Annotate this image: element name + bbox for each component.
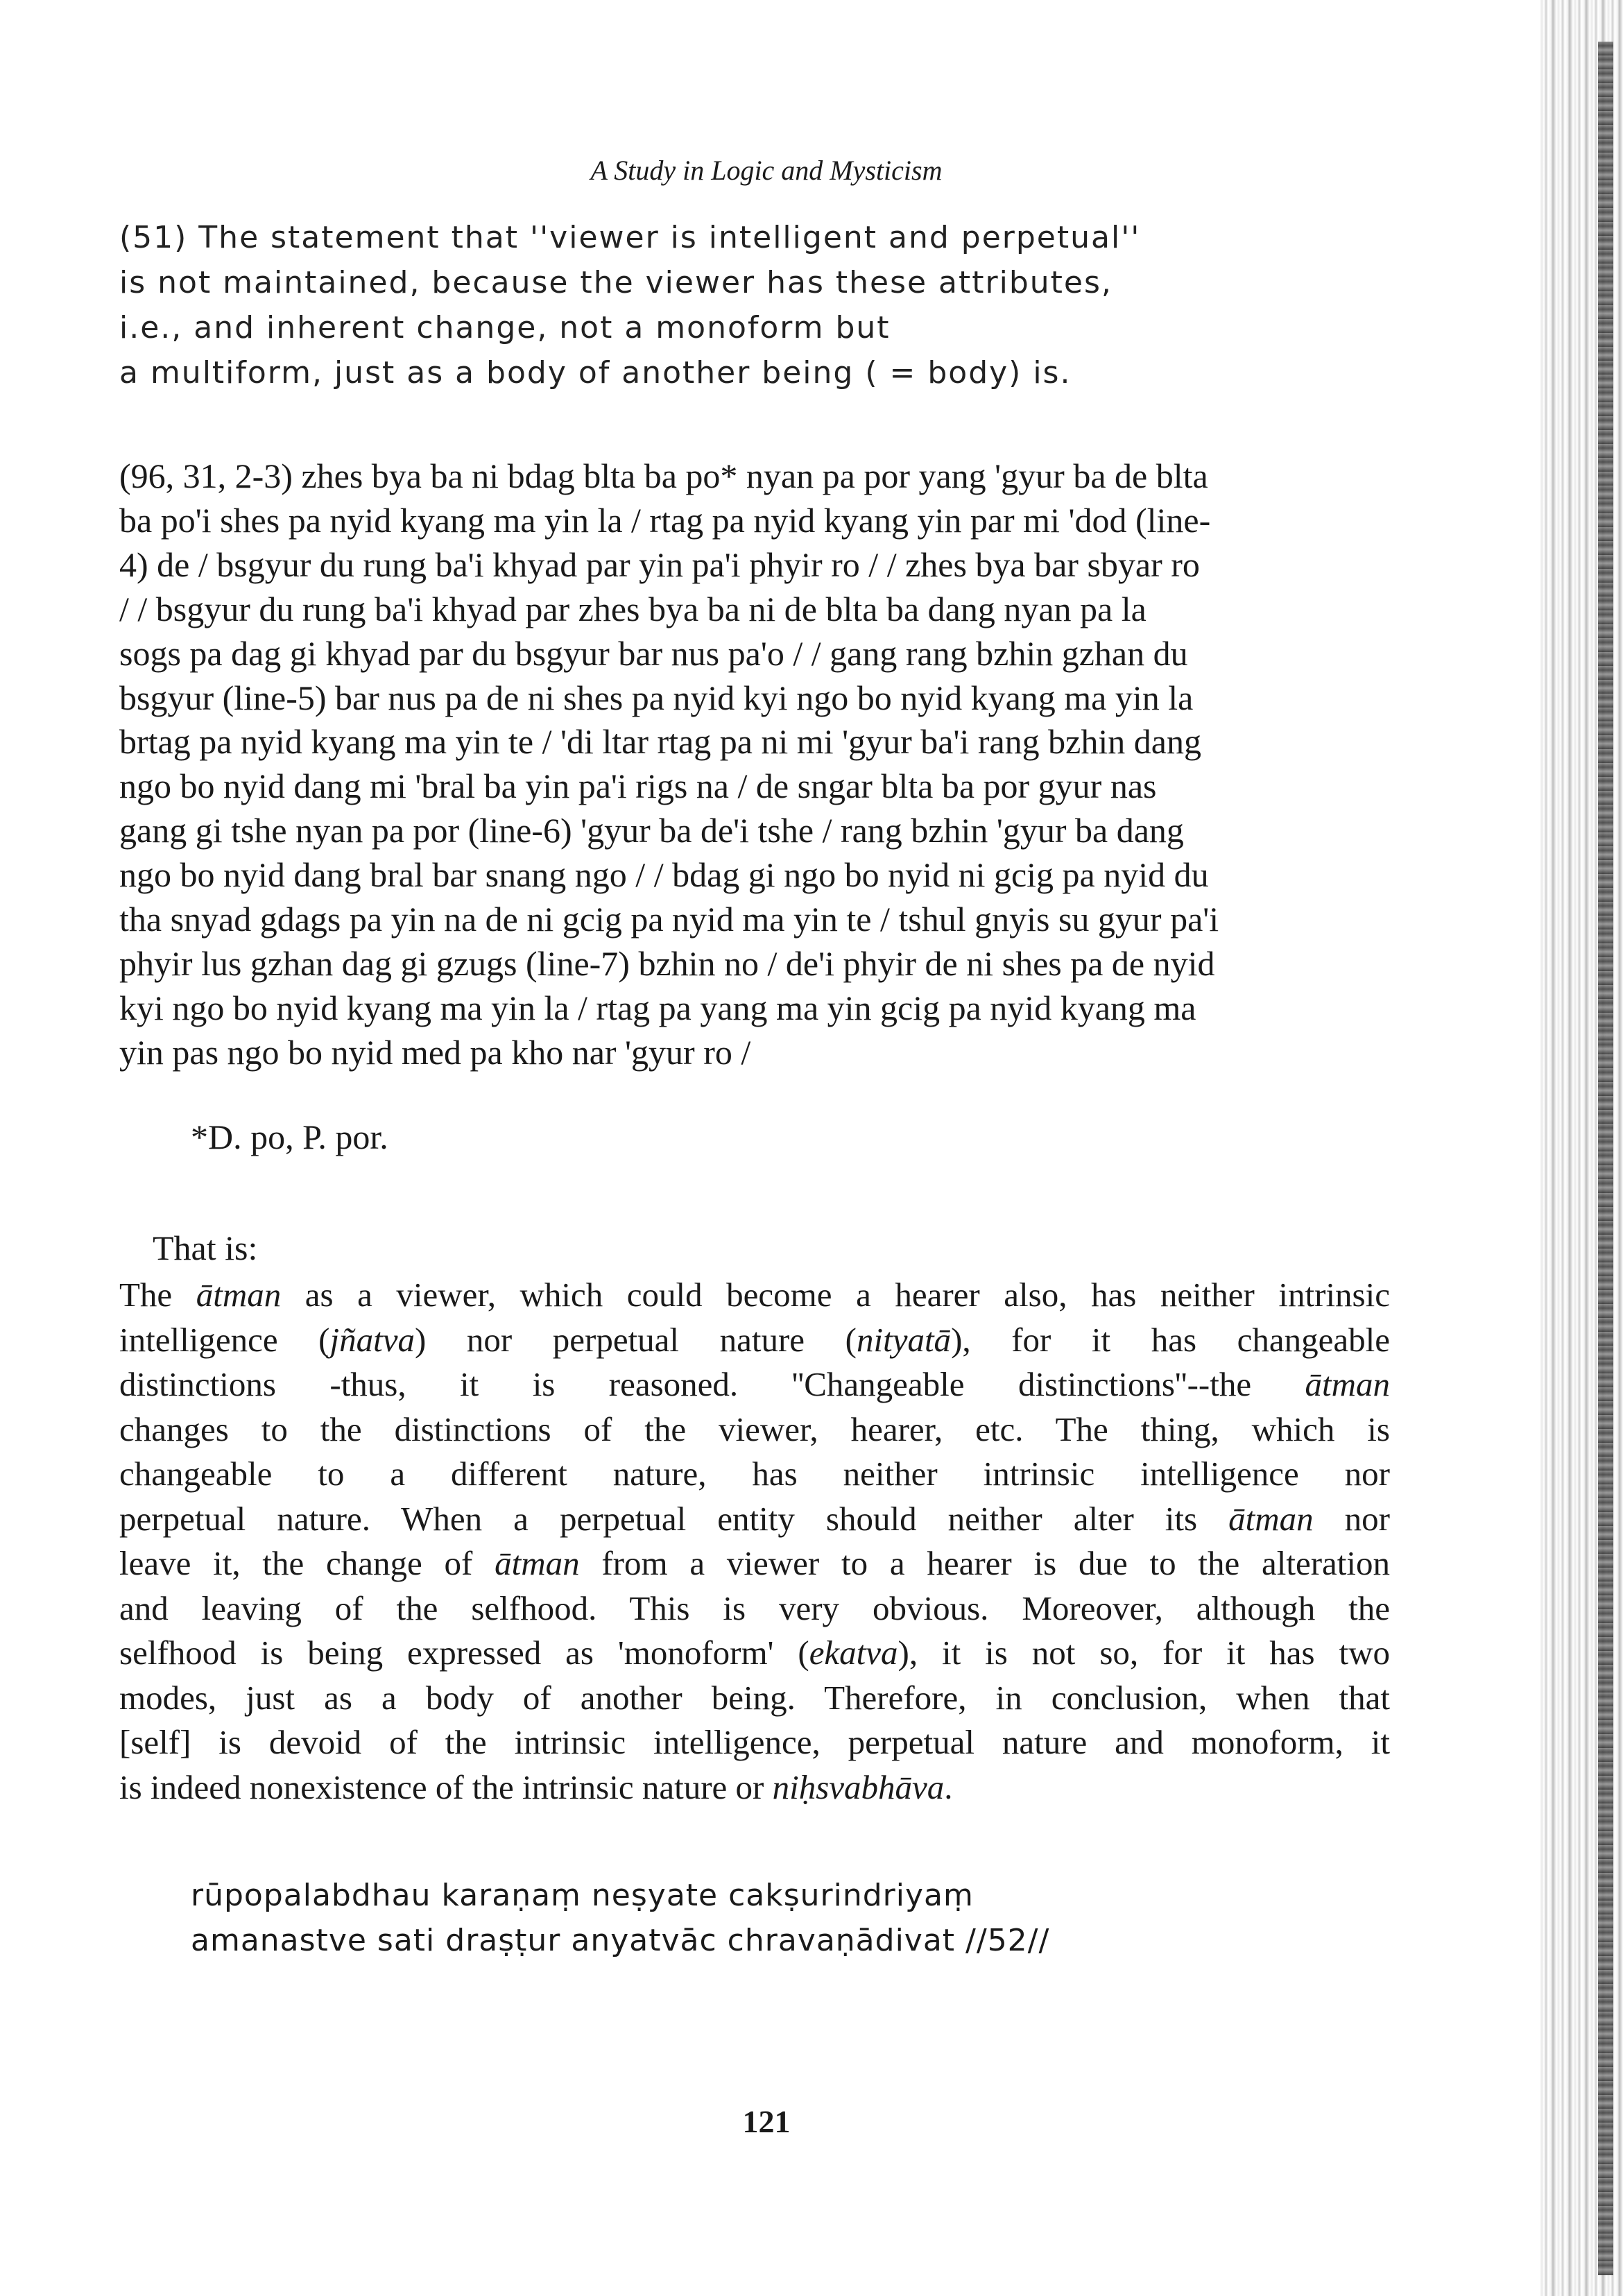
verse-line: i.e., and inherent change, not a monoform but [119,310,891,345]
english-line: selfhood is being expressed as 'monoform' (ekatva), it is not so, for it has two [119,1634,1391,1672]
sanskrit-verse-52 [191,1873,1231,1963]
english-line: is indeed nonexistence of the intrinsic nature or niḥsvabhāva. [119,1767,953,1806]
tibetan-line: tha snyad gdags pa yin na de ni gcig pa nyid ma yin te / tshul gnyis su gyur pa'i [119,900,1219,939]
tibetan-line: 4) de / bsgyur du rung ba'i khyad par yin pa'i phyir ro / / zhes bya bar sbyar ro [119,545,1200,584]
tibetan-line: yin pas ngo bo nyid med pa kho nar 'gyur ro / [119,1032,751,1072]
verse-51-translation [119,215,1396,395]
tibetan-line: / / bsgyur du rung ba'i khyad par zhes bya ba ni de blta ba dang nyan pa la [119,589,1147,628]
english-line: modes, just as a body of another being. Therefore, in conclusion, when that [119,1678,1390,1717]
tibetan-line: sogs pa dag gi khyad par du bsgyur bar nus pa'o / / gang rang bzhin gzhan du [119,633,1188,673]
english-line: perpetual nature. When a perpetual entity should neither alter its ātman nor [119,1499,1390,1538]
english-line: The ātman as a viewer, which could become a hearer also, has neither intrinsic [119,1276,1390,1314]
tibetan-line: gang gi tshe nyan pa por (line-6) 'gyur ba de'i tshe / rang bzhin 'gyur ba dang [119,811,1184,850]
english-line: distinctions -thus, it is reasoned. ''Changeable distinctions''--the ātman [119,1365,1390,1403]
english-line: changes to the distinctions of the viewer, hearer, etc. The thing, which is [119,1410,1390,1448]
sanskrit-line: rūpopalabdhau karaṇaṃ neṣyate cakṣurindriyaṃ [191,1878,974,1913]
english-line: intelligence (jñatva) nor perpetual nature (nityatā), for it has changeable [119,1320,1390,1359]
tibetan-line: ngo bo nyid dang bral bar snang ngo / / bdag gi ngo bo nyid ni gcig pa nyid du [119,855,1209,895]
verse-line: is not maintained, because the viewer has these attributes, [119,265,1113,300]
page-binding-shadow [1598,42,1613,2275]
footnote: *D. po, P. por. [191,1117,388,1156]
english-line: changeable to a different nature, has neither intrinsic intelligence nor [119,1455,1390,1493]
english-explanation [119,1273,1390,1810]
sanskrit-line: amanastve sati draṣṭur anyatvāc chravaṇādivat //52// [191,1923,1050,1958]
tibetan-line: brtag pa nyid kyang ma yin te / 'di ltar rtag pa ni mi 'gyur ba'i rang bzhin dang [119,722,1201,762]
tibetan-line: kyi ngo bo nyid kyang ma yin la / rtag pa yang ma yin gcig pa nyid kyang ma [119,988,1196,1027]
page-number: 121 [742,2104,791,2139]
english-line: leave it, the change of ātman from a viewer to a hearer is due to the alteration [119,1544,1390,1582]
tibetan-line: ngo bo nyid dang mi 'bral ba yin pa'i rigs na / de sngar blta ba por gyur nas [119,766,1157,806]
tibetan-line: phyir lus gzhan dag gi gzugs (line-7) bzhin no / de'i phyir de ni shes pa de nyid [119,943,1215,983]
tibetan-line: (96, 31, 2-3) zhes bya ba ni bdag blta ba po* nyan pa por yang 'gyur ba de blta [119,456,1208,495]
verse-line: a multiform, just as a body of another being ( = body) is. [119,355,1072,391]
that-is-heading: That is: [153,1228,258,1267]
tibetan-line: ba po'i shes pa nyid kyang ma yin la / rtag pa nyid kyang yin par mi 'dod (line- [119,500,1211,540]
running-head: A Study in Logic and Mysticism [590,155,943,186]
tibetan-line: bsgyur (line-5) bar nus pa de ni shes pa nyid kyi ngo bo nyid kyang ma yin la [119,678,1194,717]
english-line: [self] is devoid of the intrinsic intelligence, perpetual nature and monoform, it [119,1723,1390,1761]
tibetan-passage [119,454,1389,1075]
verse-line: (51) The statement that ''viewer is intelligent and perpetual'' [119,220,1141,255]
english-line: and leaving of the selfhood. This is very obvious. Moreover, although the [119,1588,1390,1627]
